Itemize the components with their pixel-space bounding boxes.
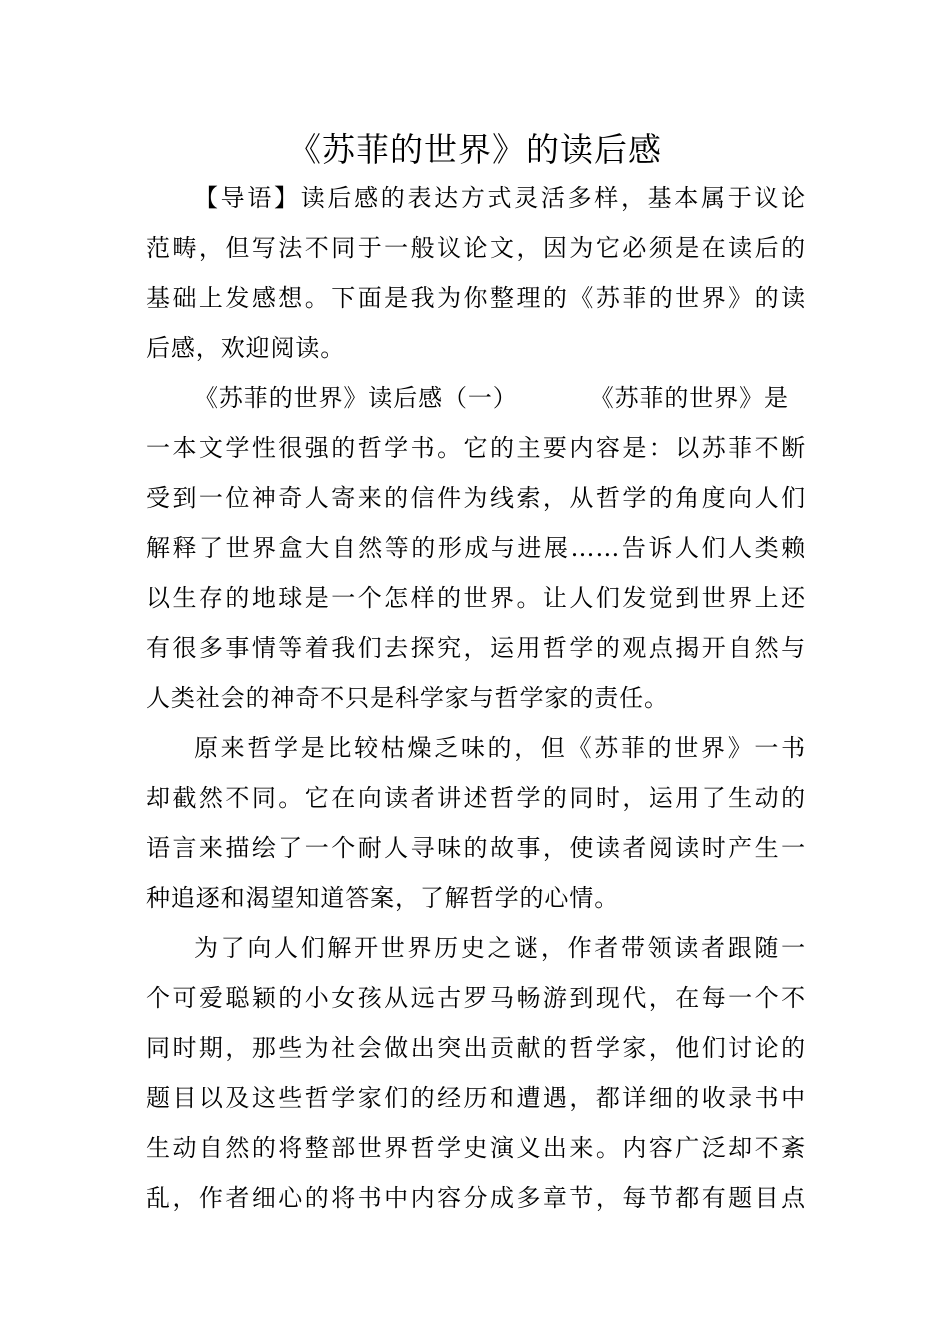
paragraph-line: 【导语】读后感的表达方式灵活多样，基本属于议论 [194, 184, 806, 212]
paragraph-text: 《苏菲的世界》是 [589, 384, 789, 412]
paragraph-line: 原来哲学是比较枯燥乏味的，但《苏菲的世界》一书 [194, 734, 806, 762]
paragraph-line: 种追逐和渴望知道答案，了解哲学的心情。 [146, 884, 620, 912]
document-title: 《苏菲的世界》的读后感 [288, 130, 662, 169]
paragraph-line: 受到一位神奇人寄来的信件为线索，从哲学的角度向人们 [146, 484, 806, 512]
paragraph-line: 题目以及这些哲学家们的经历和遭遇，都详细的收录书中 [146, 1084, 806, 1112]
section-heading-line [194, 382, 789, 414]
paragraph-line: 人类社会的神奇不只是科学家与哲学家的责任。 [146, 684, 669, 712]
paragraph-line: 解释了世界盒大自然等的形成与进展……告诉人们人类赖 [146, 534, 806, 562]
section-heading: 《苏菲的世界》读后感（一） [194, 384, 518, 412]
paragraph-line: 却截然不同。它在向读者讲述哲学的同时，运用了生动的 [146, 784, 806, 812]
paragraph-line: 乱，作者细心的将书中内容分成多章节，每节都有题目点 [146, 1184, 806, 1212]
paragraph-line: 有很多事情等着我们去探究，运用哲学的观点揭开自然与 [146, 634, 806, 662]
paragraph-line: 同时期，那些为社会做出突出贡献的哲学家，他们讨论的 [146, 1034, 806, 1062]
paragraph-line: 语言来描绘了一个耐人寻味的故事，使读者阅读时产生一 [146, 834, 806, 862]
paragraph-line: 后感，欢迎阅读。 [146, 334, 346, 362]
paragraph-line: 基础上发感想。下面是我为你整理的《苏菲的世界》的读 [146, 284, 806, 312]
paragraph-line: 个可爱聪颖的小女孩从远古罗马畅游到现代，在每一个不 [146, 984, 806, 1012]
paragraph-line: 范畴，但写法不同于一般议论文，因为它必须是在读后的 [146, 234, 806, 262]
paragraph-line: 为了向人们解开世界历史之谜，作者带领读者跟随一 [194, 934, 806, 962]
paragraph-line: 生动自然的将整部世界哲学史演义出来。内容广泛却不紊 [146, 1134, 806, 1162]
paragraph-line: 以生存的地球是一个怎样的世界。让人们发觉到世界上还 [146, 584, 806, 612]
paragraph-line: 一本文学性很强的哲学书。它的主要内容是：以苏菲不断 [146, 434, 806, 462]
